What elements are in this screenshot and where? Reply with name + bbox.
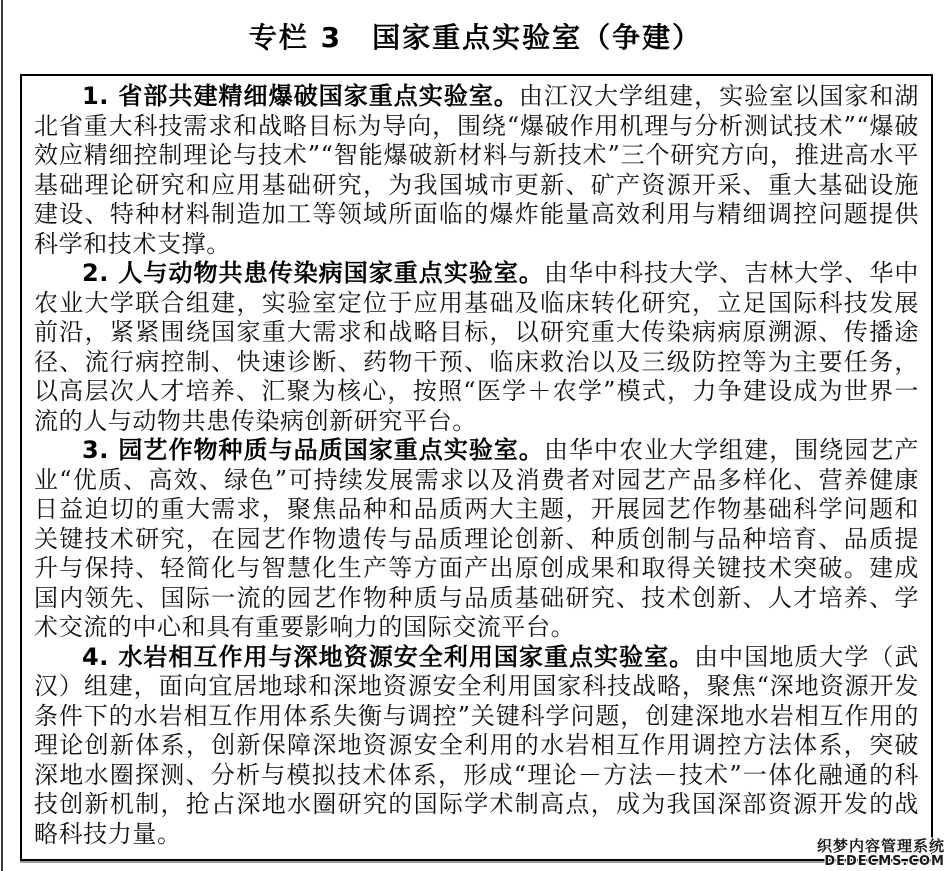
lab-heading: 3. 园艺作物种质与品质国家重点实验室。 bbox=[82, 436, 544, 464]
lab-paragraph bbox=[34, 643, 919, 850]
watermark-domain: DEDECMS.COM bbox=[824, 853, 945, 869]
page-edge-line bbox=[1, 0, 3, 871]
lab-paragraph bbox=[34, 436, 919, 643]
lab-description: 由中国地质大学（武汉）组建，面向宜居地球和深地资源安全利用国家科技战略，聚焦“深地资源开发条件下的水岩相互作用体系失衡与调控”关键科学问题，创建深地水岩相互作用的理论创新体系，创新保障深地资源安全利用的水岩相互作用调控方法体系，突破深地水圈探测、分析与模拟技术体系，形成“理论－方法－技术”一体化融通的科技创新机制，抢占深地水圈研究的国际学术制高点，成为我国深部资源开发的战略科技力量。 bbox=[34, 642, 919, 848]
lab-heading: 1. 省部共建精细爆破国家重点实验室。 bbox=[82, 82, 519, 110]
lab-heading: 4. 水岩相互作用与深地资源安全利用国家重点实验室。 bbox=[82, 642, 695, 671]
lab-description: 由江汉大学组建，实验室以国家和湖北省重大科技需求和战略目标为导向，围绕“爆破作用机理与分析测试技术”“爆破效应精细控制理论与技术”“智能爆破新材料与新技术”三个研究方向，推进高水平基础理论研究和应用基础研究，为我国城市更新、矿产资源开采、重大基础设施建设、特种材料制造加工等领域所面临的爆炸能量高效利用与精细调控问题提供科学和技术支撑。 bbox=[34, 82, 919, 258]
page-title: 专栏 3 国家重点实验室（争建） bbox=[248, 21, 703, 54]
lab-description: 由华中科技大学、吉林大学、华中农业大学联合组建，实验室定位于应用基础及临床转化研究，立足国际科技发展前沿，紧紧围绕国家重大需求和战略目标，以研究重大传染病病原溯源、传播途径、流行病控制、快速诊断、药物干预、临床救治以及三级防控等为主要任务，以高层次人才培养、汇聚为核心，按照“医学＋农学”模式，力争建设成为世界一流的人与动物共患传染病创新研究平台。 bbox=[34, 259, 920, 435]
lab-paragraph bbox=[34, 259, 919, 436]
watermark-cn-text: 织梦内容管理系统 bbox=[816, 837, 945, 856]
lab-description: 由华中农业大学组建，围绕园艺产业“优质、高效、绿色”可持续发展需求以及消费者对园艺产品多样化、营养健康日益迫切的重大需求，聚焦品种和品质两大主题，开展园艺作物基础科学问题和关键技术研究，在园艺作物遗传与品质理论创新、种质创制与品种培育、品质提升与保持、轻简化与智慧化生产等方面产出原创成果和取得关键技术突破。建成国内领先、国际一流的园艺作物种质与品质基础研究、技术创新、人才培养、学术交流的中心和具有重要影响力的国际交流平台。 bbox=[34, 436, 920, 641]
content-box bbox=[20, 74, 933, 861]
lab-paragraph bbox=[34, 82, 919, 259]
watermark bbox=[817, 838, 945, 869]
lab-heading: 2. 人与动物共患传染病国家重点实验室。 bbox=[82, 259, 544, 287]
